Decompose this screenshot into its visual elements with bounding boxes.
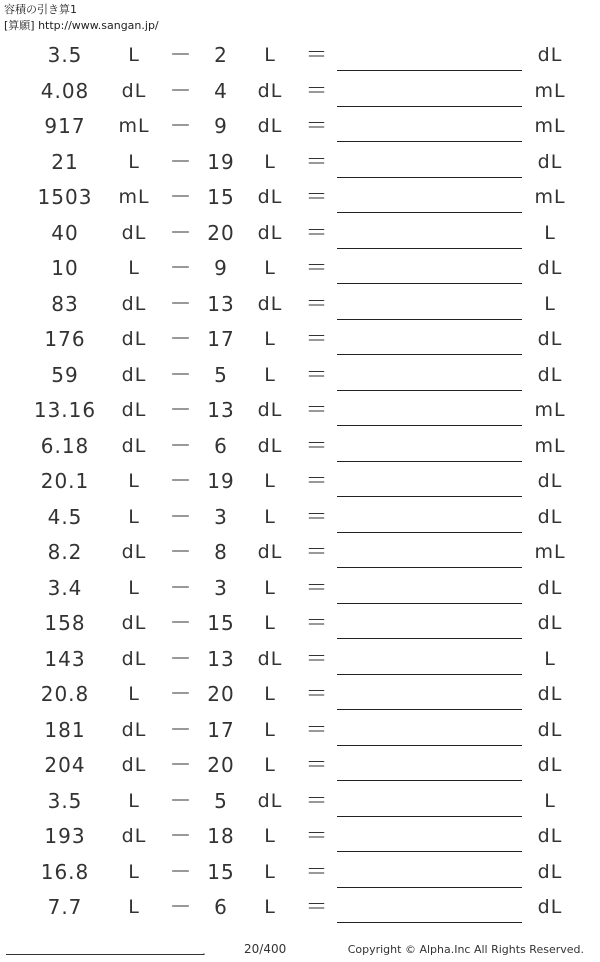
subtrahend-unit: L	[264, 683, 276, 705]
subtrahend-value: 20	[207, 753, 235, 777]
minuend-unit: L	[128, 789, 140, 812]
minuend-value: 20.8	[40, 682, 90, 706]
minuend-unit: dL	[121, 292, 147, 315]
result-unit: dL	[537, 683, 563, 705]
subtrahend-value: 20	[207, 220, 235, 245]
problem-row	[0, 819, 600, 855]
problem-row	[0, 748, 600, 784]
minuend-value: 40	[51, 220, 79, 245]
answer-blank[interactable]	[337, 532, 522, 533]
minus-sign: －	[169, 682, 193, 707]
result-unit: dL	[537, 754, 563, 776]
answer-blank[interactable]	[337, 283, 522, 284]
minuend-unit: L	[128, 470, 140, 492]
minuend-value: 83	[51, 291, 79, 316]
equals-sign: ＝	[305, 114, 329, 139]
copyright-notice: Copyright © Alpha.Inc All Rights Reserved.	[347, 943, 584, 956]
equals-sign: ＝	[305, 895, 329, 920]
subtrahend-unit: dL	[257, 647, 283, 670]
problem-row	[0, 606, 600, 642]
minuend-unit: L	[128, 896, 140, 918]
minuend-value: 3.5	[47, 788, 83, 813]
subtrahend-value: 19	[207, 469, 235, 493]
subtrahend-unit: L	[264, 718, 276, 741]
minuend-unit: dL	[121, 399, 147, 421]
subtrahend-value: 5	[214, 362, 228, 387]
result-unit: L	[544, 292, 556, 315]
minus-sign: －	[169, 433, 193, 459]
problem-row	[0, 322, 600, 358]
problem-row	[0, 890, 600, 926]
minuend-unit: dL	[121, 541, 147, 563]
result-unit: dL	[537, 257, 563, 279]
result-unit: dL	[537, 363, 563, 386]
subtrahend-value: 4	[214, 78, 228, 103]
minus-sign: －	[169, 717, 193, 743]
problem-row	[0, 571, 600, 607]
minus-sign: －	[169, 646, 193, 672]
result-unit: mL	[534, 115, 566, 137]
minuend-value: 158	[44, 611, 86, 635]
minus-sign: －	[169, 575, 193, 601]
result-unit: dL	[537, 505, 563, 528]
minus-sign: －	[169, 291, 193, 317]
result-unit: mL	[534, 541, 566, 563]
subtrahend-unit: L	[264, 363, 276, 386]
answer-blank[interactable]	[337, 212, 522, 213]
answer-blank[interactable]	[337, 461, 522, 462]
minuend-value: 3.4	[47, 575, 83, 600]
subtrahend-value: 13	[207, 291, 235, 316]
subtrahend-value: 5	[214, 788, 228, 813]
subtrahend-unit: L	[264, 257, 276, 279]
subtrahend-value: 3	[214, 575, 228, 600]
subtrahend-unit: dL	[257, 399, 283, 421]
subtrahend-unit: L	[264, 754, 276, 776]
subtrahend-value: 6	[214, 895, 228, 919]
answer-blank[interactable]	[337, 745, 522, 746]
equals-sign: ＝	[305, 504, 329, 530]
equals-sign: ＝	[305, 220, 329, 246]
subtrahend-value: 13	[207, 398, 235, 422]
subtrahend-unit: dL	[257, 541, 283, 563]
minuend-value: 204	[44, 753, 86, 777]
minuend-value: 8.2	[47, 540, 83, 564]
subtrahend-unit: dL	[257, 434, 283, 457]
minus-sign: －	[169, 43, 193, 68]
worksheet-header	[4, 2, 159, 34]
minuend-unit: dL	[121, 434, 147, 457]
equals-sign: ＝	[305, 291, 329, 317]
answer-blank[interactable]	[337, 496, 522, 497]
minuend-value: 4.5	[47, 504, 83, 529]
minuend-value: 16.8	[40, 859, 90, 884]
subtrahend-value: 17	[207, 717, 235, 742]
subtrahend-unit: dL	[257, 186, 283, 208]
minus-sign: －	[169, 895, 193, 920]
subtrahend-value: 9	[214, 114, 228, 138]
minuend-value: 3.5	[47, 43, 83, 67]
minus-sign: －	[169, 753, 193, 778]
equals-sign: ＝	[305, 433, 329, 459]
minuend-unit: L	[128, 150, 140, 173]
equals-sign: ＝	[305, 149, 329, 175]
minus-sign: －	[169, 114, 193, 139]
minuend-unit: dL	[121, 79, 147, 102]
subtrahend-value: 6	[214, 433, 228, 458]
minuend-unit: dL	[121, 612, 147, 634]
subtrahend-unit: dL	[257, 789, 283, 812]
answer-blank[interactable]	[337, 887, 522, 888]
equals-sign: ＝	[305, 682, 329, 707]
answer-blank[interactable]	[337, 425, 522, 426]
result-unit: L	[544, 789, 556, 812]
subtrahend-unit: L	[264, 44, 276, 66]
equals-sign: ＝	[305, 575, 329, 601]
subtrahend-value: 8	[214, 540, 228, 564]
minuend-value: 6.18	[40, 433, 90, 458]
minus-sign: －	[169, 540, 193, 565]
minuend-unit: L	[128, 683, 140, 705]
result-unit: mL	[534, 434, 566, 457]
minuend-unit: L	[128, 257, 140, 279]
problem-row	[0, 464, 600, 500]
result-unit: dL	[537, 576, 563, 599]
equals-sign: ＝	[305, 646, 329, 672]
subtrahend-unit: L	[264, 612, 276, 634]
equals-sign: ＝	[305, 540, 329, 565]
subtrahend-unit: L	[264, 150, 276, 173]
minuend-value: 13.16	[33, 398, 97, 422]
problem-row	[0, 74, 600, 110]
minuend-value: 10	[51, 256, 79, 280]
subtrahend-value: 17	[207, 327, 235, 351]
minuend-unit: dL	[121, 363, 147, 386]
problem-row	[0, 500, 600, 536]
result-unit: dL	[537, 718, 563, 741]
problem-row	[0, 287, 600, 323]
equals-sign: ＝	[305, 753, 329, 778]
subtrahend-unit: L	[264, 860, 276, 883]
subtrahend-value: 15	[207, 611, 235, 635]
minuend-value: 176	[44, 327, 86, 351]
subtrahend-value: 20	[207, 682, 235, 706]
equals-sign: ＝	[305, 824, 329, 849]
subtrahend-unit: L	[264, 576, 276, 599]
minuend-unit: L	[128, 505, 140, 528]
worksheet-title: 容積の引き算1	[4, 3, 77, 16]
subtrahend-unit: L	[264, 505, 276, 528]
equals-sign: ＝	[305, 185, 329, 210]
subtrahend-value: 3	[214, 504, 228, 529]
answer-blank[interactable]	[337, 709, 522, 710]
footer-dot: .	[202, 944, 206, 958]
minus-sign: －	[169, 327, 193, 352]
problem-row	[0, 216, 600, 252]
result-unit: mL	[534, 186, 566, 208]
minus-sign: －	[169, 256, 193, 281]
result-unit: dL	[537, 44, 563, 66]
minuend-value: 20.1	[40, 469, 90, 493]
equals-sign: ＝	[305, 717, 329, 743]
subtrahend-value: 18	[207, 824, 235, 848]
equals-sign: ＝	[305, 43, 329, 68]
problem-row	[0, 535, 600, 571]
minuend-value: 193	[44, 824, 86, 848]
minuend-unit: dL	[121, 754, 147, 776]
problem-row	[0, 251, 600, 287]
answer-blank[interactable]	[337, 70, 522, 71]
subtrahend-value: 15	[207, 185, 235, 209]
minus-sign: －	[169, 504, 193, 530]
problem-row	[0, 713, 600, 749]
subtrahend-unit: dL	[257, 221, 283, 244]
minuend-value: 181	[44, 717, 86, 742]
minuend-value: 1503	[37, 185, 93, 209]
problem-row	[0, 393, 600, 429]
minuend-value: 7.7	[47, 895, 83, 919]
minuend-value: 4.08	[40, 78, 90, 103]
result-unit: dL	[537, 825, 563, 847]
problem-row	[0, 109, 600, 145]
subtrahend-unit: dL	[257, 292, 283, 315]
minus-sign: －	[169, 611, 193, 636]
answer-blank[interactable]	[337, 354, 522, 355]
equals-sign: ＝	[305, 859, 329, 885]
problem-row	[0, 677, 600, 713]
minuend-unit: dL	[121, 221, 147, 244]
minus-sign: －	[169, 859, 193, 885]
minuend-value: 59	[51, 362, 79, 387]
answer-blank[interactable]	[337, 851, 522, 852]
minuend-unit: mL	[118, 186, 150, 208]
subtrahend-unit: L	[264, 896, 276, 918]
problem-row	[0, 38, 600, 74]
result-unit: dL	[537, 470, 563, 492]
answer-blank[interactable]	[337, 638, 522, 639]
subtrahend-value: 19	[207, 149, 235, 174]
equals-sign: ＝	[305, 398, 329, 423]
problem-row	[0, 642, 600, 678]
minuend-unit: L	[128, 44, 140, 66]
minus-sign: －	[169, 149, 193, 175]
answer-blank[interactable]	[337, 922, 522, 923]
answer-blank[interactable]	[337, 141, 522, 142]
minus-sign: －	[169, 362, 193, 388]
minuend-unit: L	[128, 860, 140, 883]
minuend-value: 143	[44, 646, 86, 671]
equals-sign: ＝	[305, 362, 329, 388]
subtrahend-value: 15	[207, 859, 235, 884]
minuend-unit: dL	[121, 825, 147, 847]
minuend-unit: dL	[121, 647, 147, 670]
minus-sign: －	[169, 398, 193, 423]
equals-sign: ＝	[305, 469, 329, 494]
subtrahend-value: 13	[207, 646, 235, 671]
answer-blank[interactable]	[337, 248, 522, 249]
subtrahend-value: 2	[214, 43, 228, 67]
result-unit: L	[544, 221, 556, 244]
equals-sign: ＝	[305, 611, 329, 636]
answer-blank[interactable]	[337, 816, 522, 817]
equals-sign: ＝	[305, 788, 329, 814]
problem-row	[0, 180, 600, 216]
result-unit: dL	[537, 150, 563, 173]
minus-sign: －	[169, 469, 193, 494]
minuend-value: 917	[44, 114, 86, 138]
source-url: [算願] http://www.sangan.jp/	[4, 19, 159, 32]
answer-blank[interactable]	[337, 319, 522, 320]
minus-sign: －	[169, 824, 193, 849]
minuend-unit: L	[128, 576, 140, 599]
equals-sign: ＝	[305, 78, 329, 104]
name-line	[6, 954, 204, 955]
minus-sign: －	[169, 185, 193, 210]
problem-row	[0, 429, 600, 465]
answer-blank[interactable]	[337, 780, 522, 781]
minus-sign: －	[169, 788, 193, 814]
subtrahend-unit: dL	[257, 115, 283, 137]
problem-row	[0, 855, 600, 891]
problem-row	[0, 784, 600, 820]
minuend-unit: mL	[118, 115, 150, 137]
minuend-unit: dL	[121, 718, 147, 741]
result-unit: mL	[534, 399, 566, 421]
minuend-unit: dL	[121, 328, 147, 350]
answer-blank[interactable]	[337, 177, 522, 178]
answer-blank[interactable]	[337, 567, 522, 568]
subtrahend-unit: dL	[257, 79, 283, 102]
equals-sign: ＝	[305, 256, 329, 281]
result-unit: dL	[537, 328, 563, 350]
subtrahend-value: 9	[214, 256, 228, 280]
answer-blank[interactable]	[337, 106, 522, 107]
result-unit: L	[544, 647, 556, 670]
equals-sign: ＝	[305, 327, 329, 352]
result-unit: dL	[537, 896, 563, 918]
minuend-value: 21	[51, 149, 79, 174]
problem-list	[0, 38, 600, 926]
answer-blank[interactable]	[337, 390, 522, 391]
minus-sign: －	[169, 78, 193, 104]
minus-sign: －	[169, 220, 193, 246]
result-unit: dL	[537, 860, 563, 883]
result-unit: dL	[537, 612, 563, 634]
answer-blank[interactable]	[337, 674, 522, 675]
result-unit: mL	[534, 79, 566, 102]
problem-row	[0, 358, 600, 394]
subtrahend-unit: L	[264, 470, 276, 492]
problem-row	[0, 145, 600, 181]
answer-blank[interactable]	[337, 603, 522, 604]
page-number: 20/400	[244, 942, 287, 956]
subtrahend-unit: L	[264, 825, 276, 847]
subtrahend-unit: L	[264, 328, 276, 350]
